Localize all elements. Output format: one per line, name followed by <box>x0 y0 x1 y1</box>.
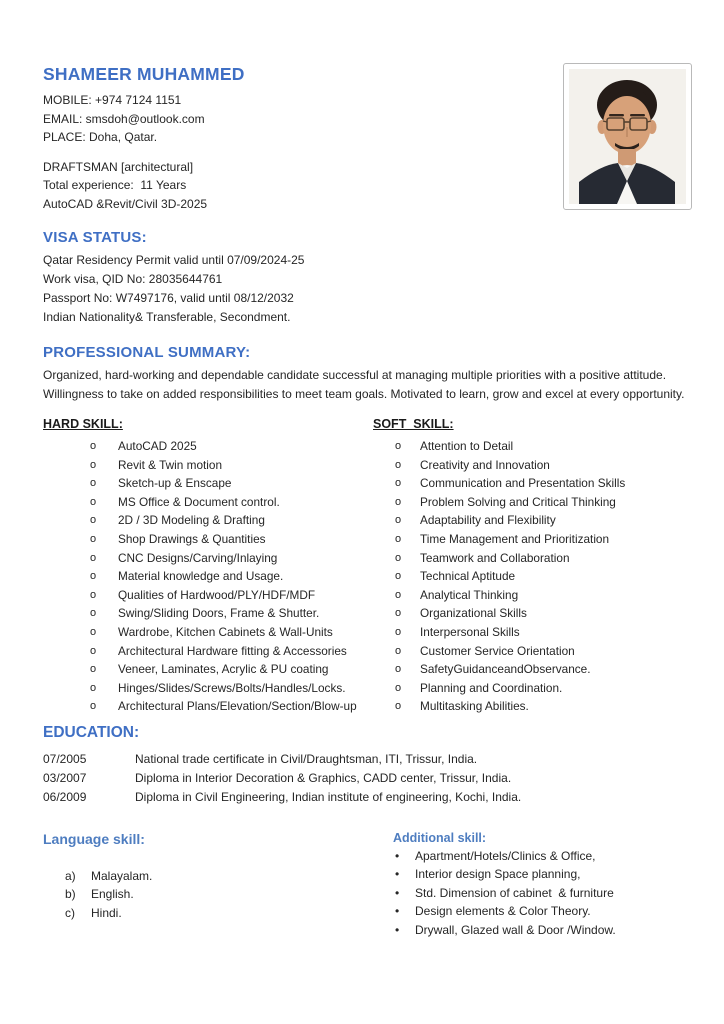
additional-skill-item <box>393 902 692 921</box>
hard-skill-item <box>43 474 373 493</box>
bullet-o-icon: o <box>395 700 402 713</box>
hard-skill-text: CNC Designs/Carving/Inlaying <box>118 550 278 565</box>
additional-skills-section <box>393 831 692 940</box>
language-item-marker: b) <box>65 887 76 902</box>
hard-skills-list <box>43 437 373 716</box>
bullet-o-icon: o <box>395 570 402 583</box>
education-title: EDUCATION: <box>43 723 140 741</box>
hard-skill-text: Revit & Twin motion <box>118 457 223 472</box>
bullet-o-icon: o <box>90 440 97 452</box>
soft-skill-text: Communication and Presentation Skills <box>420 476 626 491</box>
additional-skill-text: Design elements & Color Theory. <box>415 904 591 919</box>
soft-skill-item <box>373 456 692 475</box>
soft-skill-item <box>373 679 692 698</box>
bullet-o-icon: o <box>90 495 97 508</box>
bottom-section <box>43 831 692 940</box>
hard-skill-item <box>43 493 373 512</box>
bullet-o-icon: o <box>395 663 402 676</box>
hard-skill-item <box>43 530 373 549</box>
bullet-o-icon: o <box>395 681 402 694</box>
bullet-o-icon: o <box>90 607 97 620</box>
hard-skill-item <box>43 567 373 586</box>
soft-skill-item <box>373 697 692 716</box>
hard-skill-text: Sketch-up & Enscape <box>118 476 232 491</box>
bullet-o-icon: o <box>90 588 97 601</box>
education-row <box>43 788 692 807</box>
soft-skill-item <box>373 437 692 456</box>
hard-skills-title: HARD SKILL: <box>43 417 123 431</box>
hard-skill-item <box>43 679 373 698</box>
soft-skills-title: SOFT SKILL: <box>373 417 454 431</box>
education-date: 06/2009 <box>43 789 87 804</box>
soft-skill-item <box>373 567 692 586</box>
bullet-o-icon: o <box>395 607 402 620</box>
bullet-dot-icon: • <box>395 848 400 863</box>
bullet-o-icon: o <box>395 625 402 638</box>
hard-skill-item <box>43 549 373 568</box>
hard-skill-item <box>43 456 373 475</box>
soft-skill-text: Teamwork and Collaboration <box>420 550 570 565</box>
additional-skills-title: Additional skill: <box>393 830 487 845</box>
bullet-o-icon: o <box>90 514 97 527</box>
bullet-o-icon: o <box>395 477 402 490</box>
bullet-dot-icon: • <box>395 885 400 900</box>
hard-skill-text: Architectural Hardware fitting & Accessories <box>118 643 347 658</box>
education-rows <box>43 750 692 807</box>
contact-line: MOBILE: +974 7124 1151 <box>43 93 182 107</box>
soft-skill-text: Adaptability and Flexibility <box>420 513 556 528</box>
education-row <box>43 769 692 788</box>
language-section <box>43 831 393 940</box>
bullet-o-icon: o <box>90 681 97 694</box>
soft-skills-list <box>373 437 692 716</box>
visa-line: Work visa, QID No: 28035644761 <box>43 272 223 286</box>
summary-text: Organized, hard-working and dependable candidate successful at managing multiple priorities with a positive attitude. Willingness to take on added responsibilities to meet team goals. Motivated to learn, grow and excel at every opportunity. <box>43 368 685 401</box>
soft-skill-text: Interpersonal Skills <box>420 624 520 639</box>
bullet-o-icon: o <box>90 663 97 676</box>
additional-skill-text: Std. Dimension of cabinet & furniture <box>415 885 614 900</box>
hard-skill-text: Architectural Plans/Elevation/Section/Blow-up <box>118 699 357 714</box>
hard-skill-item <box>43 604 373 623</box>
hard-skill-text: Swing/Sliding Doors, Frame & Shutter. <box>118 606 320 621</box>
bullet-o-icon: o <box>90 644 97 657</box>
bullet-o-icon: o <box>395 532 402 545</box>
additional-skill-item <box>393 921 692 940</box>
additional-skill-text: Apartment/Hotels/Clinics & Office, <box>415 848 596 863</box>
bullet-o-icon: o <box>395 440 402 452</box>
hard-skill-text: Veneer, Laminates, Acrylic & PU coating <box>118 662 329 677</box>
education-detail: National trade certificate in Civil/Draughtsman, ITI, Trissur, India. <box>135 751 478 766</box>
bullet-o-icon: o <box>90 458 97 471</box>
hard-skill-text: Shop Drawings & Quantities <box>118 531 266 546</box>
portrait-photo <box>563 63 692 210</box>
education-date: 03/2007 <box>43 770 87 785</box>
soft-skill-item <box>373 604 692 623</box>
language-item-text: English. <box>91 887 134 902</box>
contact-line: PLACE: Doha, Qatar. <box>43 130 158 144</box>
additional-skills-list <box>393 847 692 940</box>
visa-section <box>43 229 692 327</box>
soft-skill-item <box>373 586 692 605</box>
role-line: Total experience: 11 Years <box>43 178 187 192</box>
hard-skill-text: Qualities of Hardwood/PLY/HDF/MDF <box>118 587 316 602</box>
role-line: DRAFTSMAN [architectural] <box>43 159 194 174</box>
visa-line: Passport No: W7497176, valid until 08/12/2032 <box>43 291 294 305</box>
language-item-text: Hindi. <box>91 905 122 920</box>
soft-skill-text: Customer Service Orientation <box>420 643 575 658</box>
role-line: AutoCAD &Revit/Civil 3D-2025 <box>43 196 208 211</box>
hard-skill-text: Material knowledge and Usage. <box>118 569 284 584</box>
candidate-name: SHAMEER MUHAMMED <box>43 64 245 84</box>
language-item <box>65 885 393 904</box>
hard-skill-item <box>43 642 373 661</box>
soft-skill-text: Creativity and Innovation <box>420 457 550 472</box>
soft-skill-text: Multitasking Abilities. <box>420 699 529 714</box>
soft-skill-item <box>373 474 692 493</box>
education-row <box>43 750 692 769</box>
education-detail: Diploma in Civil Engineering, Indian institute of engineering, Kochi, India. <box>135 789 522 804</box>
language-item <box>65 867 393 886</box>
hard-skill-text: Wardrobe, Kitchen Cabinets & Wall-Units <box>118 624 333 639</box>
education-section <box>43 724 692 807</box>
soft-skill-text: Organizational Skills <box>420 606 527 621</box>
hard-skill-text: MS Office & Document control. <box>118 494 280 509</box>
soft-skill-text: Analytical Thinking <box>420 587 519 602</box>
bullet-o-icon: o <box>90 700 97 713</box>
soft-skill-item <box>373 530 692 549</box>
soft-skill-text: Time Management and Prioritization <box>420 531 610 546</box>
contact-line: EMAIL: smsdoh@outlook.com <box>43 111 205 126</box>
summary-title: PROFESSIONAL SUMMARY: <box>43 344 251 361</box>
hard-skill-item <box>43 660 373 679</box>
soft-skill-text: SafetyGuidanceandObservance. <box>420 662 591 677</box>
education-date: 07/2005 <box>43 751 87 766</box>
visa-title: VISA STATUS: <box>43 229 147 246</box>
soft-skill-item <box>373 493 692 512</box>
hard-skill-text: AutoCAD 2025 <box>118 439 197 453</box>
hard-skill-item <box>43 586 373 605</box>
bullet-dot-icon: • <box>395 922 400 937</box>
soft-skill-text: Technical Aptitude <box>420 569 516 584</box>
language-item <box>65 904 393 923</box>
bullet-o-icon: o <box>90 570 97 583</box>
soft-skill-item <box>373 660 692 679</box>
hard-skill-item <box>43 697 373 716</box>
language-item-marker: c) <box>65 905 75 920</box>
hard-skill-item <box>43 437 373 456</box>
additional-skill-item <box>393 865 692 884</box>
soft-skills-column <box>373 417 692 716</box>
hard-skill-text: Hinges/Slides/Screws/Bolts/Handles/Locks. <box>118 680 346 695</box>
education-detail: Diploma in Interior Decoration & Graphics, CADD center, Trissur, India. <box>135 770 512 785</box>
bullet-o-icon: o <box>395 458 402 471</box>
soft-skill-item <box>373 511 692 530</box>
bullet-o-icon: o <box>90 625 97 638</box>
language-title: Language skill: <box>43 830 145 847</box>
skills-section <box>43 417 692 716</box>
soft-skill-text: Attention to Detail <box>420 439 514 453</box>
soft-skill-text: Planning and Coordination. <box>420 680 563 695</box>
additional-skill-item <box>393 884 692 903</box>
bullet-o-icon: o <box>395 588 402 601</box>
person-photo-graphic <box>569 69 686 204</box>
soft-skill-item <box>373 642 692 661</box>
hard-skill-text: 2D / 3D Modeling & Drafting <box>118 513 265 528</box>
bullet-o-icon: o <box>395 644 402 657</box>
soft-skill-text: Problem Solving and Critical Thinking <box>420 494 616 509</box>
bullet-o-icon: o <box>395 551 402 564</box>
additional-skill-text: Drywall, Glazed wall & Door /Window. <box>415 922 616 937</box>
soft-skill-item <box>373 623 692 642</box>
visa-lines <box>43 251 692 327</box>
visa-line: Qatar Residency Permit valid until 07/09/2024-25 <box>43 253 305 267</box>
summary-section <box>43 344 692 404</box>
language-item-marker: a) <box>65 868 76 883</box>
additional-skill-item <box>393 847 692 866</box>
language-item-text: Malayalam. <box>91 868 153 883</box>
bullet-o-icon: o <box>395 495 402 508</box>
hard-skill-item <box>43 511 373 530</box>
additional-skill-text: Interior design Space planning, <box>415 867 581 882</box>
soft-skill-item <box>373 549 692 568</box>
bullet-o-icon: o <box>395 514 402 527</box>
bullet-dot-icon: • <box>395 867 400 882</box>
bullet-o-icon: o <box>90 532 97 545</box>
hard-skill-item <box>43 623 373 642</box>
bullet-dot-icon: • <box>395 904 400 919</box>
hard-skills-column <box>43 417 373 716</box>
visa-line: Indian Nationality& Transferable, Secondment. <box>43 310 291 324</box>
bullet-o-icon: o <box>90 551 97 564</box>
bullet-o-icon: o <box>90 477 97 490</box>
language-list <box>65 867 393 923</box>
